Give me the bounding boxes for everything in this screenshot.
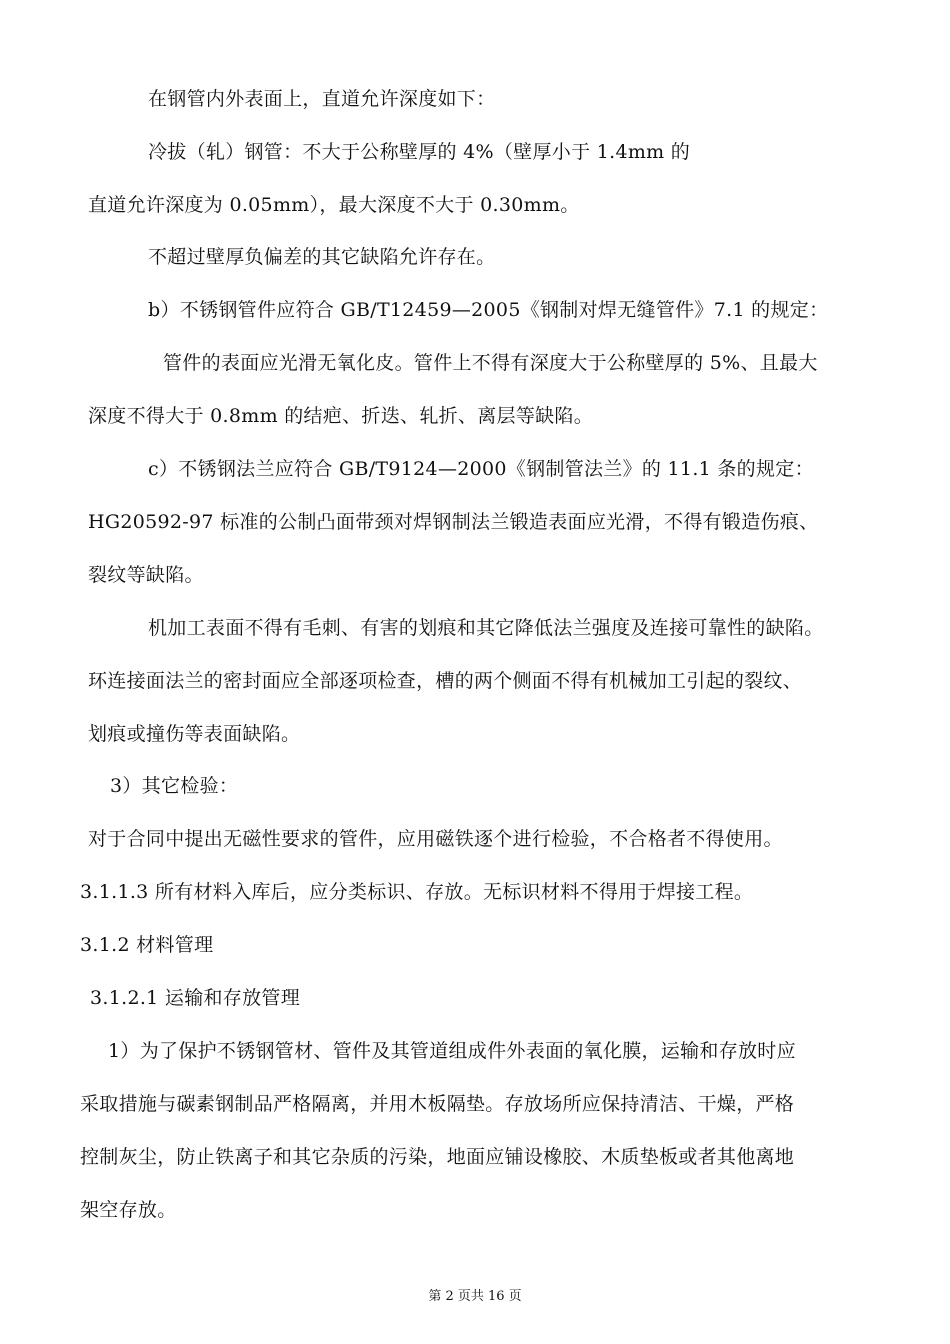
text-line: 在钢管内外表面上，直道允许深度如下： [148, 88, 496, 110]
text-line: c）不锈钢法兰应符合 GB/T9124—2000《钢制管法兰》的 11.1 条的规定： [148, 458, 814, 480]
text-line: 不超过壁厚负偏差的其它缺陷允许存在。 [148, 246, 496, 268]
text-line: b）不锈钢管件应符合 GB/T12459—2005《钢制对焊无缝管件》7.1 的规定： [148, 299, 829, 321]
text-line: 架空存放。 [80, 1199, 177, 1221]
text-line: 控制灰尘，防止铁离子和其它杂质的污染，地面应铺设橡胶、木质垫板或者其他离地 [80, 1146, 795, 1168]
section-heading: 3.1.2 材料管理 [80, 934, 214, 956]
text-line: 裂纹等缺陷。 [88, 564, 204, 586]
text-line: 冷拔（轧）钢管：不大于公称壁厚的 4%（壁厚小于 1.4mm 的 [148, 141, 691, 163]
text-line: 管件的表面应光滑无氧化皮。管件上不得有深度大于公称壁厚的 5%、且最大 [163, 352, 818, 374]
text-line: 深度不得大于 0.8mm 的结疤、折迭、轧折、离层等缺陷。 [88, 405, 594, 427]
section-heading: 3）其它检验： [110, 775, 239, 797]
text-line: HG20592-97 标准的公制凸面带颈对焊钢制法兰锻造表面应光滑，不得有锻造伤痕、 [88, 511, 819, 533]
text-line: 1）为了保护不锈钢管材、管件及其管道组成件外表面的氧化膜，运输和存放时应 [108, 1040, 796, 1062]
section-heading: 3.1.2.1 运输和存放管理 [90, 987, 301, 1009]
text-line: 采取措施与碳素钢制品严格隔离，并用木板隔垫。存放场所应保持清洁、干燥，严格 [80, 1093, 795, 1115]
text-line: 对于合同中提出无磁性要求的管件，应用磁铁逐个进行检验，不合格者不得使用。 [88, 828, 783, 850]
text-line: 环连接面法兰的密封面应全部逐项检查，槽的两个侧面不得有机械加工引起的裂纹、 [88, 670, 803, 692]
page-number-footer: 第 2 页共 16 页 [428, 1289, 522, 1304]
text-line: 直道允许深度为 0.05mm），最大深度不大于 0.30mm。 [88, 194, 580, 216]
text-line: 划痕或撞伤等表面缺陷。 [88, 723, 301, 745]
text-line: 机加工表面不得有毛刺、有害的划痕和其它降低法兰强度及连接可靠性的缺陷。 [148, 617, 824, 639]
section-heading: 3.1.1.3 所有材料入库后，应分类标识、存放。无标识材料不得用于焊接工程。 [80, 881, 754, 903]
